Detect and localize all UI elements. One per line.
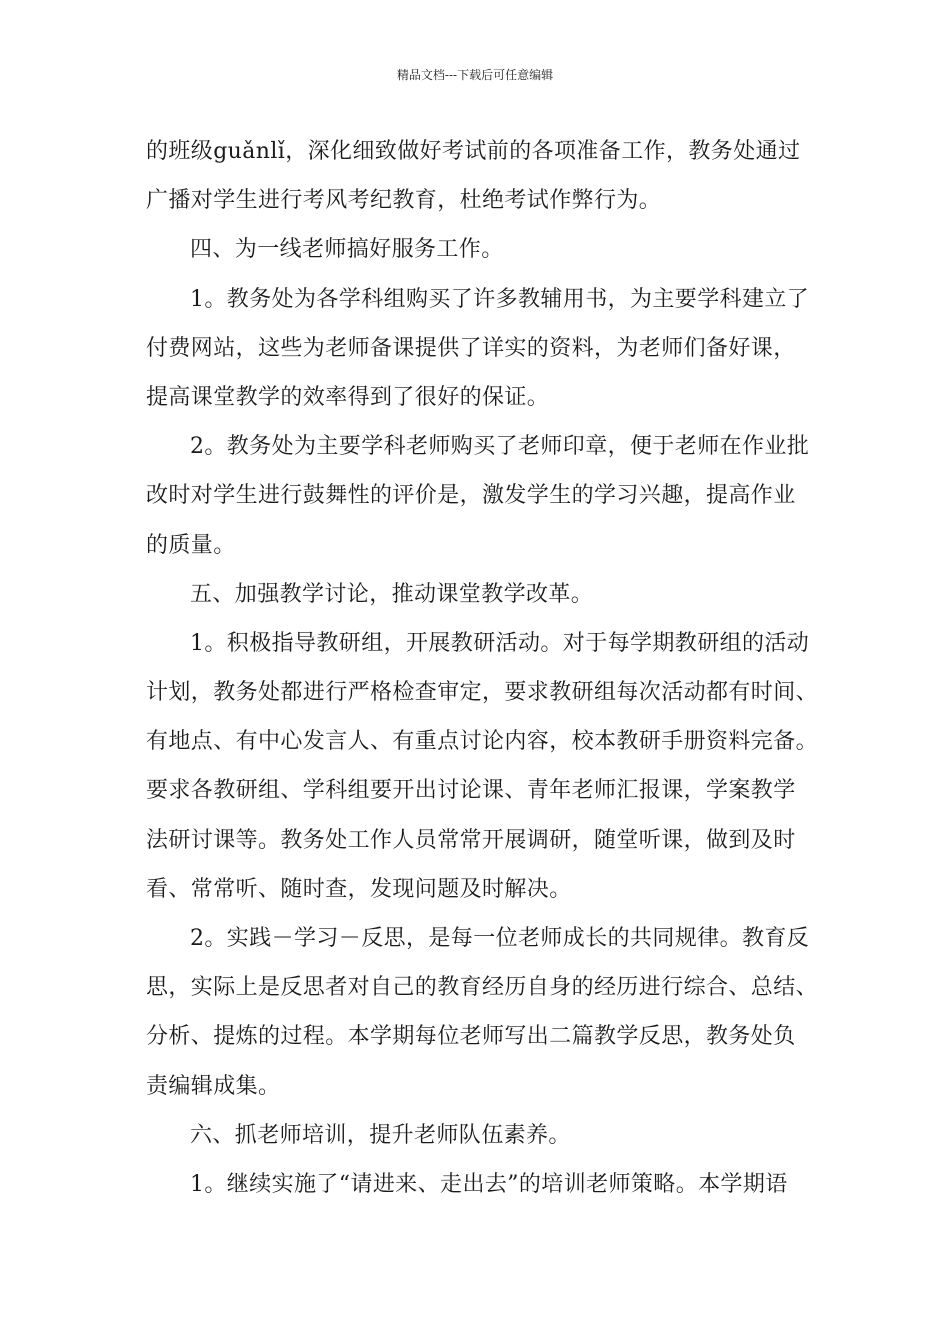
text-line: 的班级guǎnlǐ，深化细致做好考试前的各项准备工作，教务处通过 <box>146 139 801 164</box>
text-line: 看、常常听、随时查，发现问题及时解决。 <box>146 876 572 902</box>
text-line: 1。积极指导教研组，开展教研活动。对于每学期教研组的活动 <box>190 630 810 656</box>
text-line: 六、抓老师培训，提升老师队伍素养。 <box>190 1122 571 1148</box>
text-line: 有地点、有中心发言人、有重点讨论内容，校本教研手册资料完备。 <box>146 729 819 755</box>
text-line: 改时对学生进行鼓舞性的评价是，激发学生的学习兴趣，提高作业 <box>146 483 796 509</box>
text-line: 法研讨课等。教务处工作人员常常开展调研，随堂听课，做到及时 <box>146 827 796 853</box>
text-line: 思，实际上是反思者对自己的教育经历自身的经历进行综合、总结、 <box>146 975 819 1001</box>
text-line: 要求各教研组、学科组要开出讨论课、青年老师汇报课，学案教学 <box>146 778 796 804</box>
text-line: 广播对学生进行考风考纪教育，杜绝考试作弊行为。 <box>146 188 662 214</box>
text-line: 2。实践－学习－反思，是每一位老师成长的共同规律。教育反 <box>190 926 810 951</box>
text-line: 2。教务处为主要学科老师购买了老师印章，便于老师在作业批 <box>190 434 810 460</box>
text-line: 四、为一线老师搞好服务工作。 <box>190 237 504 263</box>
text-line: 责编辑成集。 <box>146 1073 281 1099</box>
text-line: 1。教务处为各学科组购买了许多教辅用书，为主要学科建立了 <box>190 286 810 312</box>
document-body <box>146 130 846 1212</box>
text-line: 五、加强教学讨论，推动课堂教学改革。 <box>190 581 594 607</box>
text-line: 分析、提炼的过程。本学期每位老师写出二篇教学反思，教务处负 <box>146 1024 796 1050</box>
text-line: 的质量。 <box>146 532 236 558</box>
text-line: 计划，教务处都进行严格检查审定，要求教研组每次活动都有时间、 <box>146 680 819 706</box>
page-header: 精品文档---下载后可任意编辑 <box>396 68 554 82</box>
text-line: 付费网站，这些为老师备课提供了详实的资料，为老师们备好课， <box>146 335 796 361</box>
text-line: 提高课堂教学的效率得到了很好的保证。 <box>146 384 550 410</box>
text-line: 1。继续实施了“请进来、走出去”的培训老师策略。本学期语 <box>190 1171 788 1197</box>
